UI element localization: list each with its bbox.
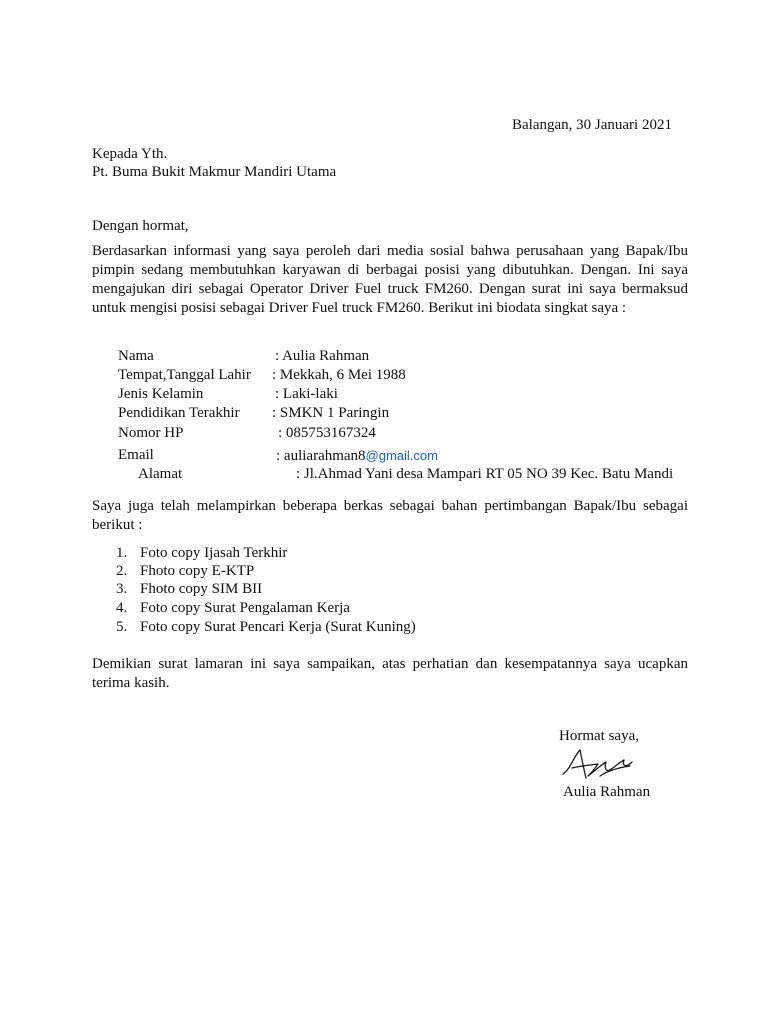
biodata-value-education: : SMKN 1 Paringin <box>272 405 390 421</box>
closing-paragraph: Demikian surat lamaran ini saya sampaikan, atas perhatian dan kesempatannya saya ucapkan terima kasih. <box>92 656 688 691</box>
biodata-value-nama: : Aulia Rahman <box>275 348 370 364</box>
attachment-number: 5. <box>116 619 128 635</box>
biodata-value-address: : Jl.Ahmad Yani desa Mampari RT 05 NO 39 Kec. Batu Mandi <box>296 466 674 482</box>
place-date: Balangan, 30 Januari 2021 <box>512 117 672 133</box>
biodata-label-email: Email <box>118 447 154 463</box>
salutation: Dengan hormat, <box>92 218 189 234</box>
attachment-item: Foto copy Surat Pencari Kerja (Surat Kuning) <box>140 619 416 635</box>
biodata-label-education: Pendidikan Terakhir <box>118 405 240 421</box>
biodata-value-gender: : Laki-laki <box>275 386 338 402</box>
email-domain-link[interactable]: @gmail.com <box>365 448 438 463</box>
biodata-value-email <box>276 446 438 466</box>
signer-name: Aulia Rahman <box>563 784 651 800</box>
attachment-number: 3. <box>116 581 128 597</box>
attachments-intro: Saya juga telah melampirkan beberapa berkas sebagai bahan pertimbangan Bapak/Ibu sebagai berikut : <box>92 498 688 533</box>
sign-off: Hormat saya, <box>559 728 639 744</box>
intro-paragraph: Berdasarkan informasi yang saya peroleh dari media sosial bahwa perusahaan yang Bapak/Ibu pimpin sedang membutuhkan karyawan di berbagai posisi yang dibutuhkan. Dengan. Ini saya mengajukan diri sebagai Operator Driver Fuel truck FM260. Dengan surat ini saya bermaksud untuk mengisi posisi sebagai Driver Fuel truck FM260. Berikut ini biodata singkat saya : <box>92 243 688 316</box>
handwritten-signature <box>560 746 640 786</box>
recipient-company: Pt. Buma Bukit Makmur Mandiri Utama <box>92 164 337 180</box>
biodata-label-birth: Tempat,Tanggal Lahir <box>118 367 251 383</box>
biodata-label-gender: Jenis Kelamin <box>118 386 204 402</box>
biodata-label-phone: Nomor HP <box>118 425 184 441</box>
recipient-greeting: Kepada Yth. <box>92 146 168 162</box>
email-local-part: : auliarahman8 <box>276 448 366 464</box>
biodata-value-phone: : 085753167324 <box>278 425 376 441</box>
attachment-number: 2. <box>116 563 128 579</box>
biodata-value-birth: : Mekkah, 6 Mei 1988 <box>272 367 406 383</box>
attachment-item: Fhoto copy E-KTP <box>140 563 255 579</box>
biodata-label-nama: Nama <box>118 348 154 364</box>
attachment-number: 4. <box>116 600 128 616</box>
biodata-label-address: Alamat <box>138 466 183 482</box>
attachment-item: Foto copy Surat Pengalaman Kerja <box>140 600 350 616</box>
attachment-item: Fhoto copy SIM BII <box>140 581 263 597</box>
attachment-number: 1. <box>116 545 128 561</box>
attachment-item: Foto copy Ijasah Terkhir <box>140 545 288 561</box>
